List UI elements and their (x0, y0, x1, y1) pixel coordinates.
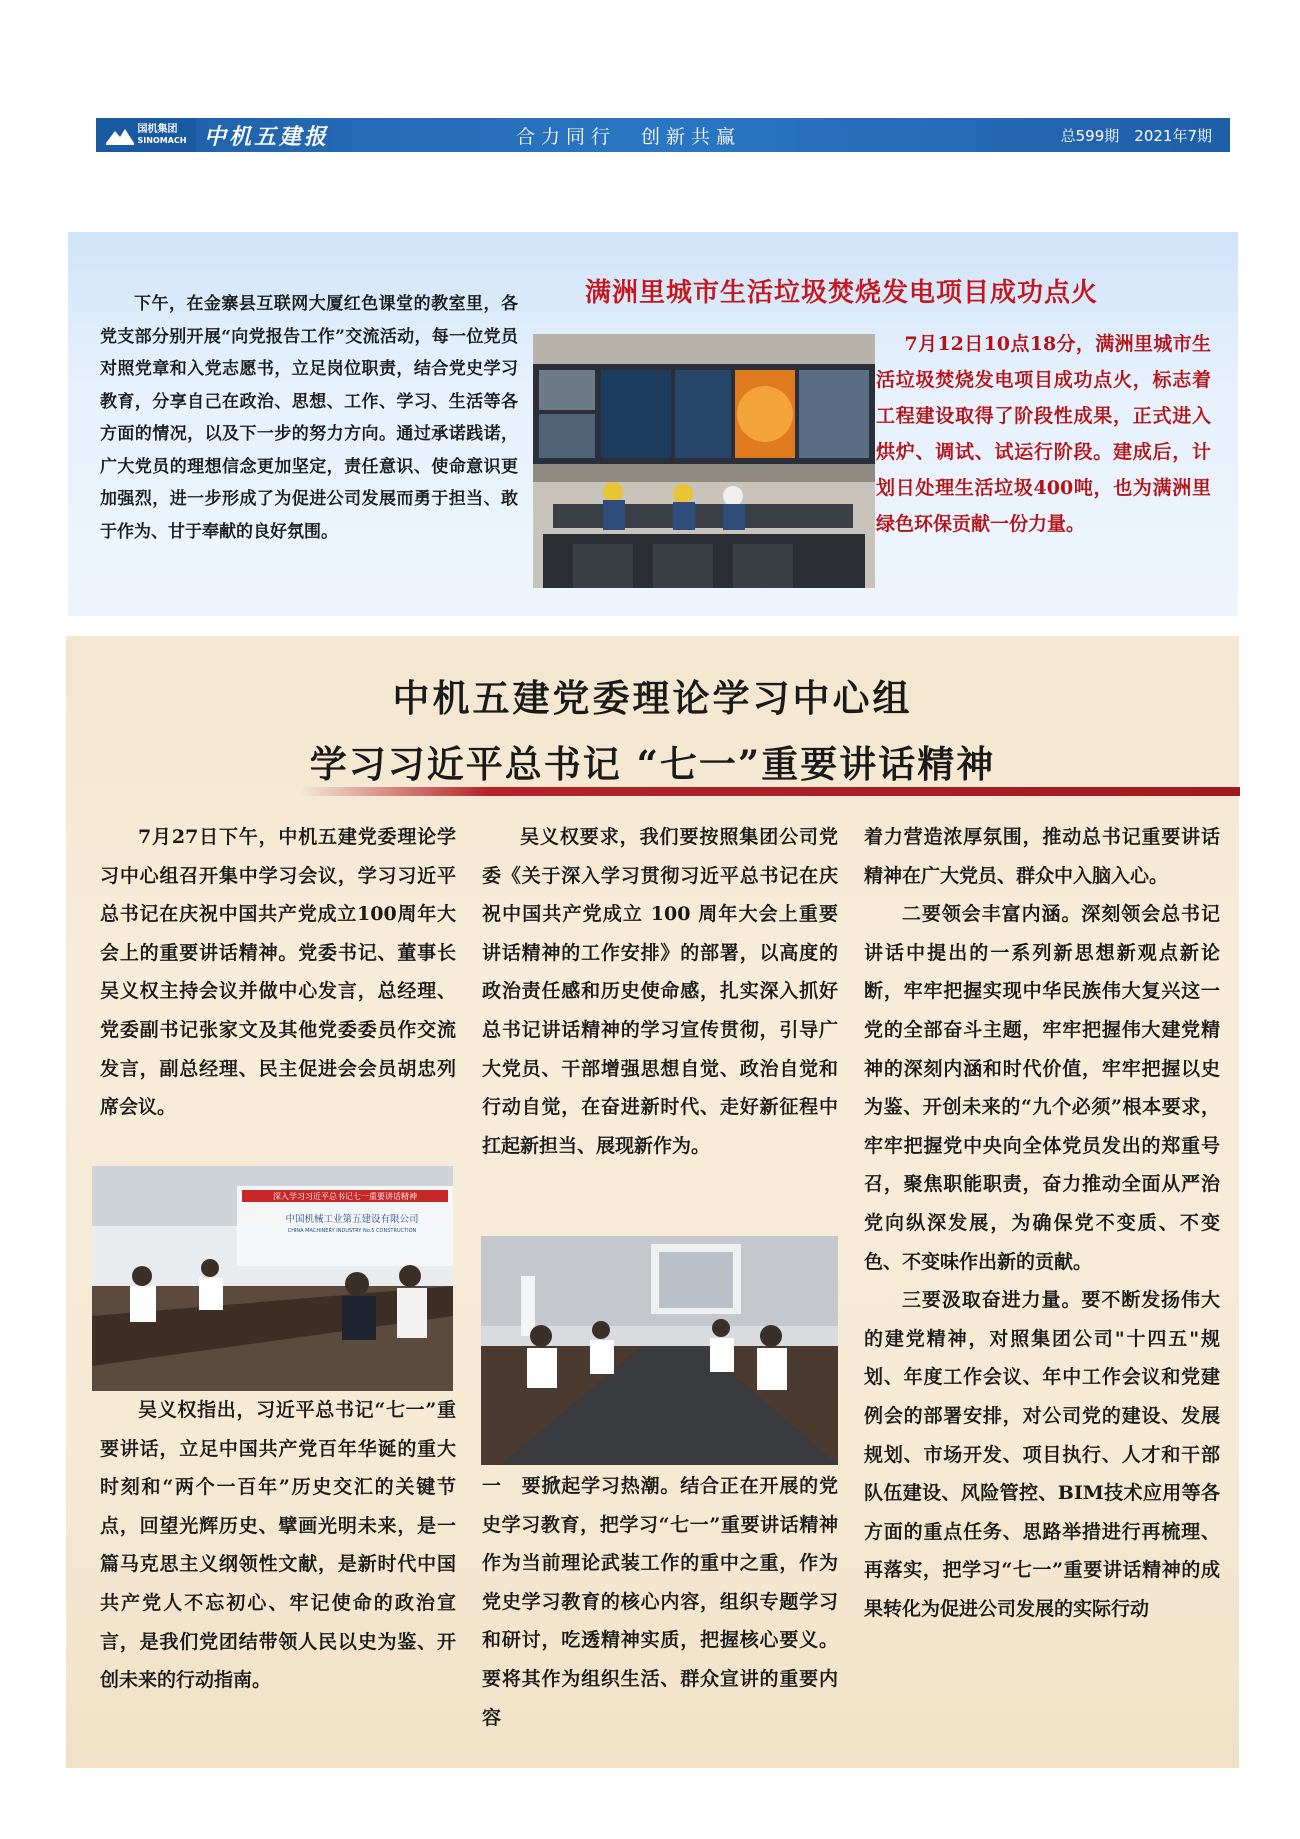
slogan: 合力同行 创新共赢 (516, 125, 742, 148)
logo-line-en: SINOMACH (137, 136, 187, 145)
paragraph: 吴义权指出，习近平总书记“七一”重要讲话，立足中国共产党百年华诞的重大时刻和“两个一百年”历史交汇的关键节点，回望光辉历史、擘画光明未来，是一篇马克思主义纲领性文献，是新时代中国共产党人不忘初心、牢记使命的政治宣言，是我们党团结带领人民以史为鉴、开创未来的行动指南。 (100, 1399, 456, 1692)
main-title-line-1: 中机五建党委理论学习中心组 (392, 676, 913, 720)
title-divider (300, 787, 1240, 796)
top-story-right-text: 7月12日10点18分，满洲里城市生活垃圾焚烧发电项目成功点火，标志着工程建设取得了阶段性成果，正式进入烘炉、调试、试运行阶段。建成后，计划日处理生活垃圾400吨，也为满洲里绿色环保贡献一份力量。 (876, 333, 1211, 535)
paragraph: 一 要掀起学习热潮。结合正在开展的党史学习教育，把学习“七一”重要讲话精神作为当前理论武装工作的重中之重，作为党史学习教育的核心内容，组织专题学习和研讨，吃透精神实质，把握核心要义。要将其作为组织生活、群众宣讲的重要内容 (482, 1475, 838, 1729)
photo-wall-text: 中国机械工业第五建设有限公司 (285, 1214, 419, 1225)
photo-wall-text-en: CHINA MACHINERY INDUSTRY No.5 CONSTRUCTION (287, 1228, 417, 1234)
control-room-photo (533, 334, 875, 588)
top-story-headline: 满洲里城市生活垃圾焚烧发电项目成功点火 (585, 278, 1099, 308)
paragraph: 三要汲取奋进力量。要不断发扬伟大的建党精神，对照集团公司"十四五"规划、年度工作会议、年中工作会议和党建例会的部署安排，对公司党的建设、发展规划、市场开发、项目执行、人才和干部队伍建设、风险管控、BIM技术应用等各方面的重点任务、思路举措进行再梳理、再落实，把学习“七一”重要讲话精神的成果转化为促进公司发展的实际行动 (864, 1289, 1220, 1620)
column-1-top (100, 818, 456, 1127)
paragraph: 二要领会丰富内涵。深刻领会总书记讲话中提出的一系列新思想新观点新论断，牢牢把握实现中华民族伟大复兴这一党的全部奋斗主题，牢牢把握伟大建党精神的深刻内涵和时代价值，牢牢把握以史为鉴、开创未来的“九个必须”根本要求，牢牢把握党中央向全体党员发出的郑重号召，聚焦职能职责，奋力推动全面从严治党向纵深发展，为确保党不变质、不变色、不变味作出新的贡献。 (864, 903, 1220, 1273)
logo-mountain-icon (106, 125, 134, 145)
paper-name: 中机五建报 (204, 123, 330, 150)
paragraph: 吴义权要求，我们要按照集团公司党委《关于深入学习贯彻习近平总书记在庆祝中国共产党成立 100 周年大会上重要讲话精神的工作安排》的部署，以高度的政治责任感和历史使命感，扎实深入抓好总书记讲话精神的学习宣传贯彻，引导广大党员、干部增强思想自觉、政治自觉和行动自觉，在奋进新时代、走好新征程中扛起新担当、展现新作为。 (482, 826, 838, 1157)
sinomach-logo (96, 118, 196, 152)
meeting-room-photo (92, 1166, 453, 1391)
top-story-left-text: 下午，在金寨县互联网大厦红色课堂的教室里，各党支部分别开展“向党报告工作”交流活动，每一位党员对照党章和入党志愿书，立足岗位职责，结合党史学习教育，分享自己在政治、思想、工作、学习、生活等各方面的情况，以及下一步的努力方向。通过承诺践诺，广大党员的理想信念更加坚定，责任意识、使命意识更加强烈，进一步形成了为促进公司发展而勇于担当、敢于作为、甘于奉献的良好氛围。 (100, 294, 518, 542)
photo-banner-text: 深入学习习近平总书记七一重要讲话精神 (273, 1192, 417, 1201)
column-2-bottom (482, 1467, 838, 1737)
main-title-line-2: 学习习近平总书记 “七一”重要讲话精神 (309, 742, 996, 786)
logo-line-cn: 国机集团 (137, 124, 178, 135)
issue-info: 总599期 2021年7期 (1060, 126, 1212, 145)
paragraph: 着力营造浓厚氛围，推动总书记重要讲话精神在广大党员、群众中入脑入心。 (864, 826, 1220, 887)
column-2-top (482, 818, 838, 1165)
column-1-bottom (100, 1391, 456, 1700)
logo-text (138, 124, 187, 146)
column-3 (864, 818, 1220, 1628)
masthead-bar (96, 118, 1230, 152)
conference-table-photo (481, 1236, 838, 1465)
paragraph: 7月27日下午，中机五建党委理论学习中心组召开集中学习会议，学习习近平总书记在庆祝中国共产党成立100周年大会上的重要讲话精神。党委书记、董事长吴义权主持会议并做中心发言，总经理、党委副书记张家文及其他党委委员作交流发言，副总经理、民主促进会会员胡忠列席会议。 (100, 826, 456, 1119)
